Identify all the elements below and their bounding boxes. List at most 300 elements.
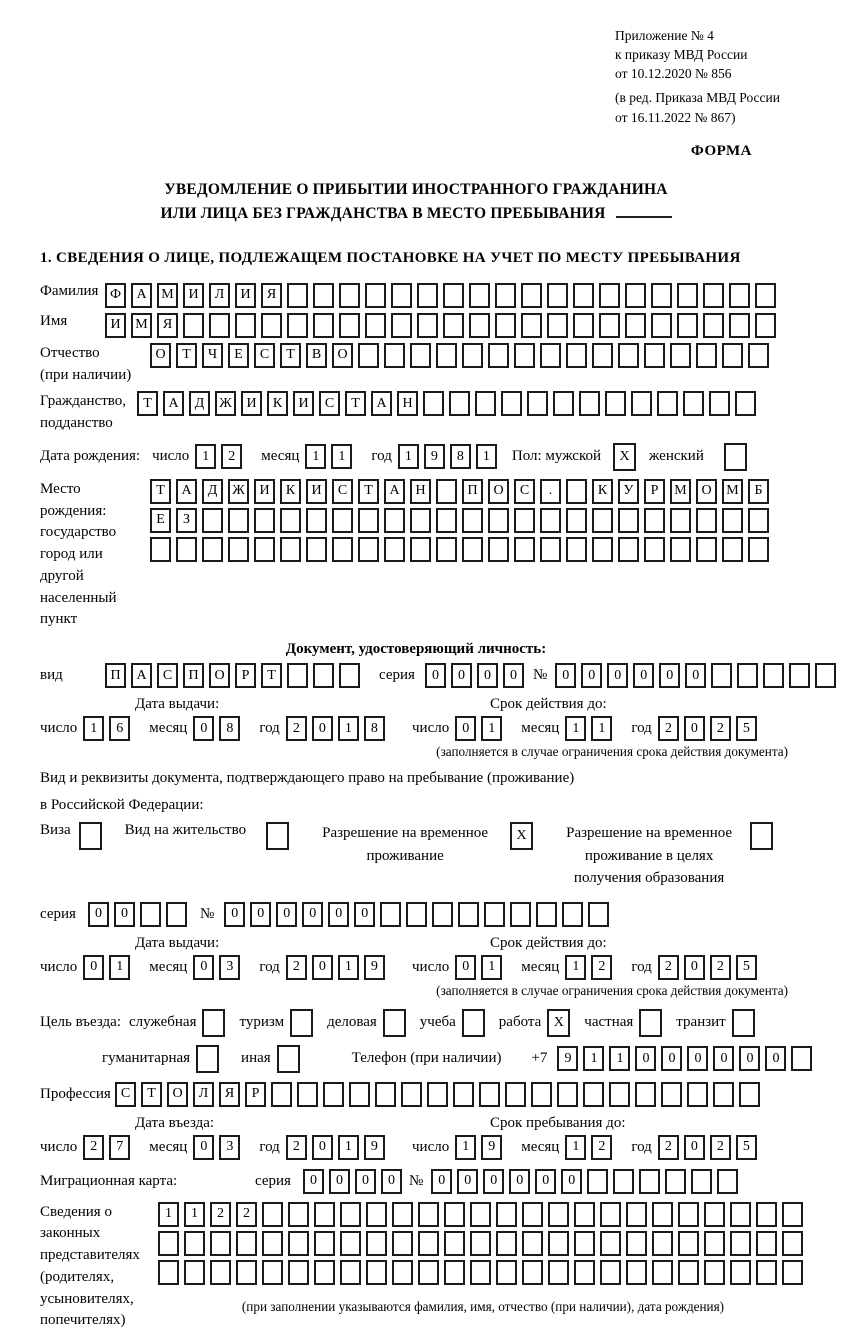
char-cell[interactable]: Ч <box>202 343 223 368</box>
char-cell[interactable] <box>631 391 652 416</box>
char-cell[interactable]: 0 <box>114 902 135 927</box>
char-cell[interactable]: 1 <box>338 716 359 741</box>
char-cell[interactable] <box>436 508 457 533</box>
char-cell[interactable] <box>548 1231 569 1256</box>
char-cell[interactable] <box>340 1260 361 1285</box>
char-cell[interactable]: 9 <box>364 955 385 980</box>
char-cell[interactable]: 0 <box>193 716 214 741</box>
char-cell[interactable] <box>722 508 743 533</box>
char-cell[interactable] <box>501 391 522 416</box>
char-cell[interactable] <box>652 1231 673 1256</box>
char-cell[interactable] <box>713 1082 734 1107</box>
char-cell[interactable] <box>210 1231 231 1256</box>
char-cell[interactable]: 1 <box>609 1046 630 1071</box>
char-cell[interactable]: 1 <box>565 716 586 741</box>
char-cell[interactable] <box>678 1231 699 1256</box>
char-cell[interactable]: О <box>332 343 353 368</box>
char-cell[interactable] <box>750 822 773 850</box>
char-cell[interactable]: 0 <box>684 716 705 741</box>
char-cell[interactable] <box>202 1009 225 1037</box>
char-cell[interactable] <box>228 508 249 533</box>
char-cell[interactable]: Я <box>219 1082 240 1107</box>
char-cell[interactable]: Ж <box>215 391 236 416</box>
char-cell[interactable]: С <box>332 479 353 504</box>
char-cell[interactable]: 2 <box>286 1135 307 1160</box>
char-cell[interactable]: 1 <box>591 716 612 741</box>
char-cell[interactable]: 0 <box>250 902 271 927</box>
char-cell[interactable]: 0 <box>302 902 323 927</box>
char-cell[interactable]: Р <box>235 663 256 688</box>
char-cell[interactable] <box>639 1009 662 1037</box>
char-cell[interactable]: X <box>547 1009 570 1037</box>
char-cell[interactable] <box>314 1202 335 1227</box>
char-cell[interactable]: И <box>183 283 204 308</box>
char-cell[interactable]: 0 <box>483 1169 504 1194</box>
char-cell[interactable] <box>410 537 431 562</box>
char-cell[interactable] <box>288 1231 309 1256</box>
char-cell[interactable]: 1 <box>398 444 419 469</box>
char-cell[interactable] <box>644 508 665 533</box>
char-cell[interactable]: А <box>131 663 152 688</box>
char-cell[interactable] <box>470 1202 491 1227</box>
char-cell[interactable]: 1 <box>583 1046 604 1071</box>
char-cell[interactable] <box>724 443 747 471</box>
char-cell[interactable]: 1 <box>338 955 359 980</box>
char-cell[interactable] <box>522 1231 543 1256</box>
char-cell[interactable] <box>365 313 386 338</box>
char-cell[interactable]: 0 <box>193 1135 214 1160</box>
char-cell[interactable]: Т <box>141 1082 162 1107</box>
char-cell[interactable]: 0 <box>477 663 498 688</box>
char-cell[interactable]: 2 <box>591 1135 612 1160</box>
char-cell[interactable] <box>254 537 275 562</box>
char-cell[interactable] <box>462 508 483 533</box>
char-cell[interactable] <box>510 902 531 927</box>
char-cell[interactable] <box>678 1202 699 1227</box>
char-cell[interactable] <box>166 902 187 927</box>
char-cell[interactable] <box>184 1260 205 1285</box>
char-cell[interactable] <box>527 391 548 416</box>
char-cell[interactable] <box>583 1082 604 1107</box>
char-cell[interactable] <box>782 1231 803 1256</box>
char-cell[interactable]: 5 <box>736 1135 757 1160</box>
char-cell[interactable] <box>677 313 698 338</box>
char-cell[interactable] <box>417 313 438 338</box>
char-cell[interactable]: 2 <box>210 1202 231 1227</box>
char-cell[interactable] <box>730 1260 751 1285</box>
char-cell[interactable]: 0 <box>193 955 214 980</box>
char-cell[interactable] <box>417 283 438 308</box>
char-cell[interactable] <box>209 313 230 338</box>
char-cell[interactable] <box>665 1169 686 1194</box>
char-cell[interactable] <box>540 508 561 533</box>
char-cell[interactable] <box>722 343 743 368</box>
char-cell[interactable] <box>782 1202 803 1227</box>
char-cell[interactable] <box>401 1082 422 1107</box>
char-cell[interactable]: 0 <box>687 1046 708 1071</box>
char-cell[interactable]: 1 <box>455 1135 476 1160</box>
char-cell[interactable] <box>475 391 496 416</box>
char-cell[interactable]: 2 <box>710 955 731 980</box>
char-cell[interactable] <box>391 283 412 308</box>
char-cell[interactable] <box>704 1231 725 1256</box>
char-cell[interactable]: П <box>105 663 126 688</box>
char-cell[interactable]: 9 <box>481 1135 502 1160</box>
char-cell[interactable] <box>651 283 672 308</box>
char-cell[interactable] <box>625 283 646 308</box>
char-cell[interactable] <box>635 1082 656 1107</box>
char-cell[interactable]: Н <box>397 391 418 416</box>
char-cell[interactable]: 9 <box>424 444 445 469</box>
char-cell[interactable] <box>704 1202 725 1227</box>
char-cell[interactable] <box>587 1169 608 1194</box>
char-cell[interactable]: 8 <box>219 716 240 741</box>
char-cell[interactable]: К <box>280 479 301 504</box>
char-cell[interactable]: 1 <box>338 1135 359 1160</box>
char-cell[interactable]: 0 <box>328 902 349 927</box>
char-cell[interactable]: 0 <box>457 1169 478 1194</box>
char-cell[interactable] <box>592 343 613 368</box>
char-cell[interactable] <box>358 508 379 533</box>
char-cell[interactable] <box>443 283 464 308</box>
char-cell[interactable] <box>436 343 457 368</box>
char-cell[interactable] <box>573 313 594 338</box>
char-cell[interactable] <box>579 391 600 416</box>
char-cell[interactable]: 3 <box>219 1135 240 1160</box>
char-cell[interactable] <box>375 1082 396 1107</box>
char-cell[interactable]: 0 <box>635 1046 656 1071</box>
char-cell[interactable] <box>696 508 717 533</box>
char-cell[interactable] <box>488 537 509 562</box>
char-cell[interactable] <box>280 537 301 562</box>
char-cell[interactable]: 6 <box>109 716 130 741</box>
char-cell[interactable] <box>288 1260 309 1285</box>
char-cell[interactable] <box>287 283 308 308</box>
char-cell[interactable]: 2 <box>658 716 679 741</box>
char-cell[interactable]: Т <box>280 343 301 368</box>
char-cell[interactable] <box>605 391 626 416</box>
char-cell[interactable]: 2 <box>658 1135 679 1160</box>
char-cell[interactable] <box>730 1231 751 1256</box>
char-cell[interactable]: 2 <box>83 1135 104 1160</box>
char-cell[interactable] <box>574 1260 595 1285</box>
char-cell[interactable]: 9 <box>557 1046 578 1071</box>
char-cell[interactable] <box>683 391 704 416</box>
char-cell[interactable] <box>599 283 620 308</box>
char-cell[interactable] <box>609 1082 630 1107</box>
char-cell[interactable]: 0 <box>354 902 375 927</box>
char-cell[interactable] <box>574 1202 595 1227</box>
char-cell[interactable]: 0 <box>88 902 109 927</box>
char-cell[interactable] <box>314 1260 335 1285</box>
char-cell[interactable] <box>458 902 479 927</box>
char-cell[interactable] <box>488 343 509 368</box>
char-cell[interactable] <box>380 902 401 927</box>
char-cell[interactable]: Я <box>157 313 178 338</box>
char-cell[interactable] <box>349 1082 370 1107</box>
char-cell[interactable] <box>288 1202 309 1227</box>
char-cell[interactable] <box>626 1260 647 1285</box>
char-cell[interactable]: 0 <box>451 663 472 688</box>
char-cell[interactable] <box>704 1260 725 1285</box>
char-cell[interactable] <box>339 283 360 308</box>
char-cell[interactable] <box>588 902 609 927</box>
char-cell[interactable] <box>366 1231 387 1256</box>
char-cell[interactable] <box>514 537 535 562</box>
char-cell[interactable]: 1 <box>481 716 502 741</box>
char-cell[interactable]: Ф <box>105 283 126 308</box>
char-cell[interactable]: 0 <box>355 1169 376 1194</box>
char-cell[interactable] <box>392 1260 413 1285</box>
char-cell[interactable] <box>573 283 594 308</box>
char-cell[interactable] <box>755 313 776 338</box>
char-cell[interactable] <box>677 283 698 308</box>
char-cell[interactable] <box>651 313 672 338</box>
char-cell[interactable]: 1 <box>195 444 216 469</box>
char-cell[interactable] <box>432 902 453 927</box>
char-cell[interactable] <box>703 283 724 308</box>
char-cell[interactable]: 1 <box>109 955 130 980</box>
char-cell[interactable] <box>443 313 464 338</box>
char-cell[interactable] <box>202 508 223 533</box>
char-cell[interactable] <box>687 1082 708 1107</box>
char-cell[interactable]: 0 <box>607 663 628 688</box>
char-cell[interactable]: С <box>115 1082 136 1107</box>
char-cell[interactable] <box>505 1082 526 1107</box>
char-cell[interactable]: 0 <box>659 663 680 688</box>
char-cell[interactable] <box>271 1082 292 1107</box>
char-cell[interactable]: 1 <box>565 1135 586 1160</box>
char-cell[interactable] <box>383 1009 406 1037</box>
char-cell[interactable] <box>711 663 732 688</box>
char-cell[interactable]: 0 <box>312 716 333 741</box>
char-cell[interactable]: 0 <box>535 1169 556 1194</box>
char-cell[interactable]: О <box>150 343 171 368</box>
char-cell[interactable]: Ж <box>228 479 249 504</box>
char-cell[interactable] <box>496 1231 517 1256</box>
char-cell[interactable] <box>562 902 583 927</box>
char-cell[interactable] <box>748 537 769 562</box>
char-cell[interactable] <box>625 313 646 338</box>
char-cell[interactable]: Р <box>644 479 665 504</box>
char-cell[interactable] <box>540 343 561 368</box>
char-cell[interactable] <box>339 313 360 338</box>
char-cell[interactable] <box>176 537 197 562</box>
char-cell[interactable]: И <box>235 283 256 308</box>
char-cell[interactable] <box>488 508 509 533</box>
char-cell[interactable] <box>297 1082 318 1107</box>
char-cell[interactable]: И <box>306 479 327 504</box>
char-cell[interactable]: 1 <box>565 955 586 980</box>
char-cell[interactable] <box>470 1231 491 1256</box>
char-cell[interactable] <box>696 537 717 562</box>
char-cell[interactable]: 2 <box>710 1135 731 1160</box>
char-cell[interactable] <box>547 283 568 308</box>
char-cell[interactable]: 9 <box>364 1135 385 1160</box>
char-cell[interactable]: 2 <box>286 955 307 980</box>
char-cell[interactable] <box>228 537 249 562</box>
char-cell[interactable] <box>756 1202 777 1227</box>
char-cell[interactable]: 0 <box>329 1169 350 1194</box>
char-cell[interactable]: 0 <box>661 1046 682 1071</box>
char-cell[interactable] <box>290 1009 313 1037</box>
char-cell[interactable]: В <box>306 343 327 368</box>
char-cell[interactable] <box>618 537 639 562</box>
char-cell[interactable]: С <box>514 479 535 504</box>
char-cell[interactable]: . <box>540 479 561 504</box>
char-cell[interactable]: Я <box>261 283 282 308</box>
char-cell[interactable]: Т <box>358 479 379 504</box>
char-cell[interactable] <box>366 1260 387 1285</box>
char-cell[interactable] <box>306 537 327 562</box>
char-cell[interactable] <box>709 391 730 416</box>
char-cell[interactable] <box>392 1231 413 1256</box>
char-cell[interactable] <box>313 663 334 688</box>
char-cell[interactable] <box>449 391 470 416</box>
char-cell[interactable]: Р <box>245 1082 266 1107</box>
char-cell[interactable] <box>358 343 379 368</box>
char-cell[interactable]: 7 <box>109 1135 130 1160</box>
char-cell[interactable]: А <box>176 479 197 504</box>
char-cell[interactable] <box>158 1260 179 1285</box>
char-cell[interactable]: Д <box>189 391 210 416</box>
char-cell[interactable]: 8 <box>364 716 385 741</box>
char-cell[interactable] <box>469 313 490 338</box>
char-cell[interactable] <box>737 663 758 688</box>
char-cell[interactable]: 0 <box>713 1046 734 1071</box>
char-cell[interactable] <box>514 343 535 368</box>
char-cell[interactable]: 0 <box>224 902 245 927</box>
char-cell[interactable] <box>600 1260 621 1285</box>
char-cell[interactable] <box>626 1231 647 1256</box>
char-cell[interactable] <box>306 508 327 533</box>
char-cell[interactable]: 1 <box>158 1202 179 1227</box>
char-cell[interactable]: К <box>592 479 613 504</box>
char-cell[interactable]: А <box>163 391 184 416</box>
char-cell[interactable] <box>670 343 691 368</box>
char-cell[interactable] <box>384 508 405 533</box>
char-cell[interactable]: 0 <box>685 663 706 688</box>
char-cell[interactable] <box>644 343 665 368</box>
char-cell[interactable]: С <box>319 391 340 416</box>
char-cell[interactable]: 0 <box>765 1046 786 1071</box>
char-cell[interactable] <box>748 508 769 533</box>
char-cell[interactable] <box>444 1260 465 1285</box>
char-cell[interactable] <box>696 343 717 368</box>
char-cell[interactable]: С <box>254 343 275 368</box>
char-cell[interactable]: Д <box>202 479 223 504</box>
char-cell[interactable] <box>639 1169 660 1194</box>
char-cell[interactable] <box>183 313 204 338</box>
char-cell[interactable]: Т <box>345 391 366 416</box>
char-cell[interactable]: 0 <box>509 1169 530 1194</box>
char-cell[interactable] <box>470 1260 491 1285</box>
char-cell[interactable]: М <box>670 479 691 504</box>
char-cell[interactable]: Л <box>209 283 230 308</box>
char-cell[interactable]: З <box>176 508 197 533</box>
char-cell[interactable] <box>735 391 756 416</box>
char-cell[interactable]: 0 <box>503 663 524 688</box>
char-cell[interactable] <box>566 508 587 533</box>
char-cell[interactable]: 5 <box>736 716 757 741</box>
char-cell[interactable] <box>479 1082 500 1107</box>
char-cell[interactable] <box>566 479 587 504</box>
char-cell[interactable]: П <box>183 663 204 688</box>
char-cell[interactable] <box>703 313 724 338</box>
char-cell[interactable]: О <box>488 479 509 504</box>
char-cell[interactable] <box>140 902 161 927</box>
char-cell[interactable] <box>755 283 776 308</box>
char-cell[interactable]: Т <box>176 343 197 368</box>
char-cell[interactable]: И <box>105 313 126 338</box>
char-cell[interactable] <box>670 508 691 533</box>
char-cell[interactable]: 0 <box>633 663 654 688</box>
char-cell[interactable] <box>462 1009 485 1037</box>
char-cell[interactable] <box>332 508 353 533</box>
char-cell[interactable] <box>566 343 587 368</box>
char-cell[interactable] <box>789 663 810 688</box>
char-cell[interactable] <box>406 902 427 927</box>
char-cell[interactable] <box>739 1082 760 1107</box>
char-cell[interactable] <box>436 537 457 562</box>
char-cell[interactable] <box>261 313 282 338</box>
char-cell[interactable] <box>661 1082 682 1107</box>
char-cell[interactable] <box>462 343 483 368</box>
char-cell[interactable]: А <box>371 391 392 416</box>
char-cell[interactable]: У <box>618 479 639 504</box>
char-cell[interactable]: Т <box>150 479 171 504</box>
char-cell[interactable]: 1 <box>305 444 326 469</box>
char-cell[interactable]: X <box>510 822 533 850</box>
char-cell[interactable] <box>691 1169 712 1194</box>
char-cell[interactable] <box>574 1231 595 1256</box>
char-cell[interactable] <box>202 537 223 562</box>
char-cell[interactable] <box>339 663 360 688</box>
char-cell[interactable]: 0 <box>455 955 476 980</box>
char-cell[interactable]: 0 <box>684 955 705 980</box>
char-cell[interactable] <box>280 508 301 533</box>
char-cell[interactable]: 0 <box>312 1135 333 1160</box>
char-cell[interactable] <box>592 537 613 562</box>
char-cell[interactable]: 5 <box>736 955 757 980</box>
char-cell[interactable]: 0 <box>561 1169 582 1194</box>
char-cell[interactable] <box>150 537 171 562</box>
char-cell[interactable] <box>332 537 353 562</box>
char-cell[interactable] <box>592 508 613 533</box>
char-cell[interactable] <box>756 1260 777 1285</box>
char-cell[interactable]: 0 <box>455 716 476 741</box>
char-cell[interactable]: Б <box>748 479 769 504</box>
char-cell[interactable]: 0 <box>431 1169 452 1194</box>
char-cell[interactable]: О <box>696 479 717 504</box>
char-cell[interactable] <box>418 1260 439 1285</box>
char-cell[interactable] <box>730 1202 751 1227</box>
char-cell[interactable]: 0 <box>425 663 446 688</box>
char-cell[interactable] <box>626 1202 647 1227</box>
char-cell[interactable]: М <box>131 313 152 338</box>
char-cell[interactable]: 0 <box>276 902 297 927</box>
char-cell[interactable] <box>235 313 256 338</box>
char-cell[interactable] <box>314 1231 335 1256</box>
char-cell[interactable] <box>496 1260 517 1285</box>
char-cell[interactable]: Е <box>228 343 249 368</box>
char-cell[interactable]: Е <box>150 508 171 533</box>
char-cell[interactable]: 1 <box>476 444 497 469</box>
char-cell[interactable]: 0 <box>555 663 576 688</box>
char-cell[interactable]: О <box>209 663 230 688</box>
char-cell[interactable] <box>521 283 542 308</box>
char-cell[interactable] <box>418 1202 439 1227</box>
